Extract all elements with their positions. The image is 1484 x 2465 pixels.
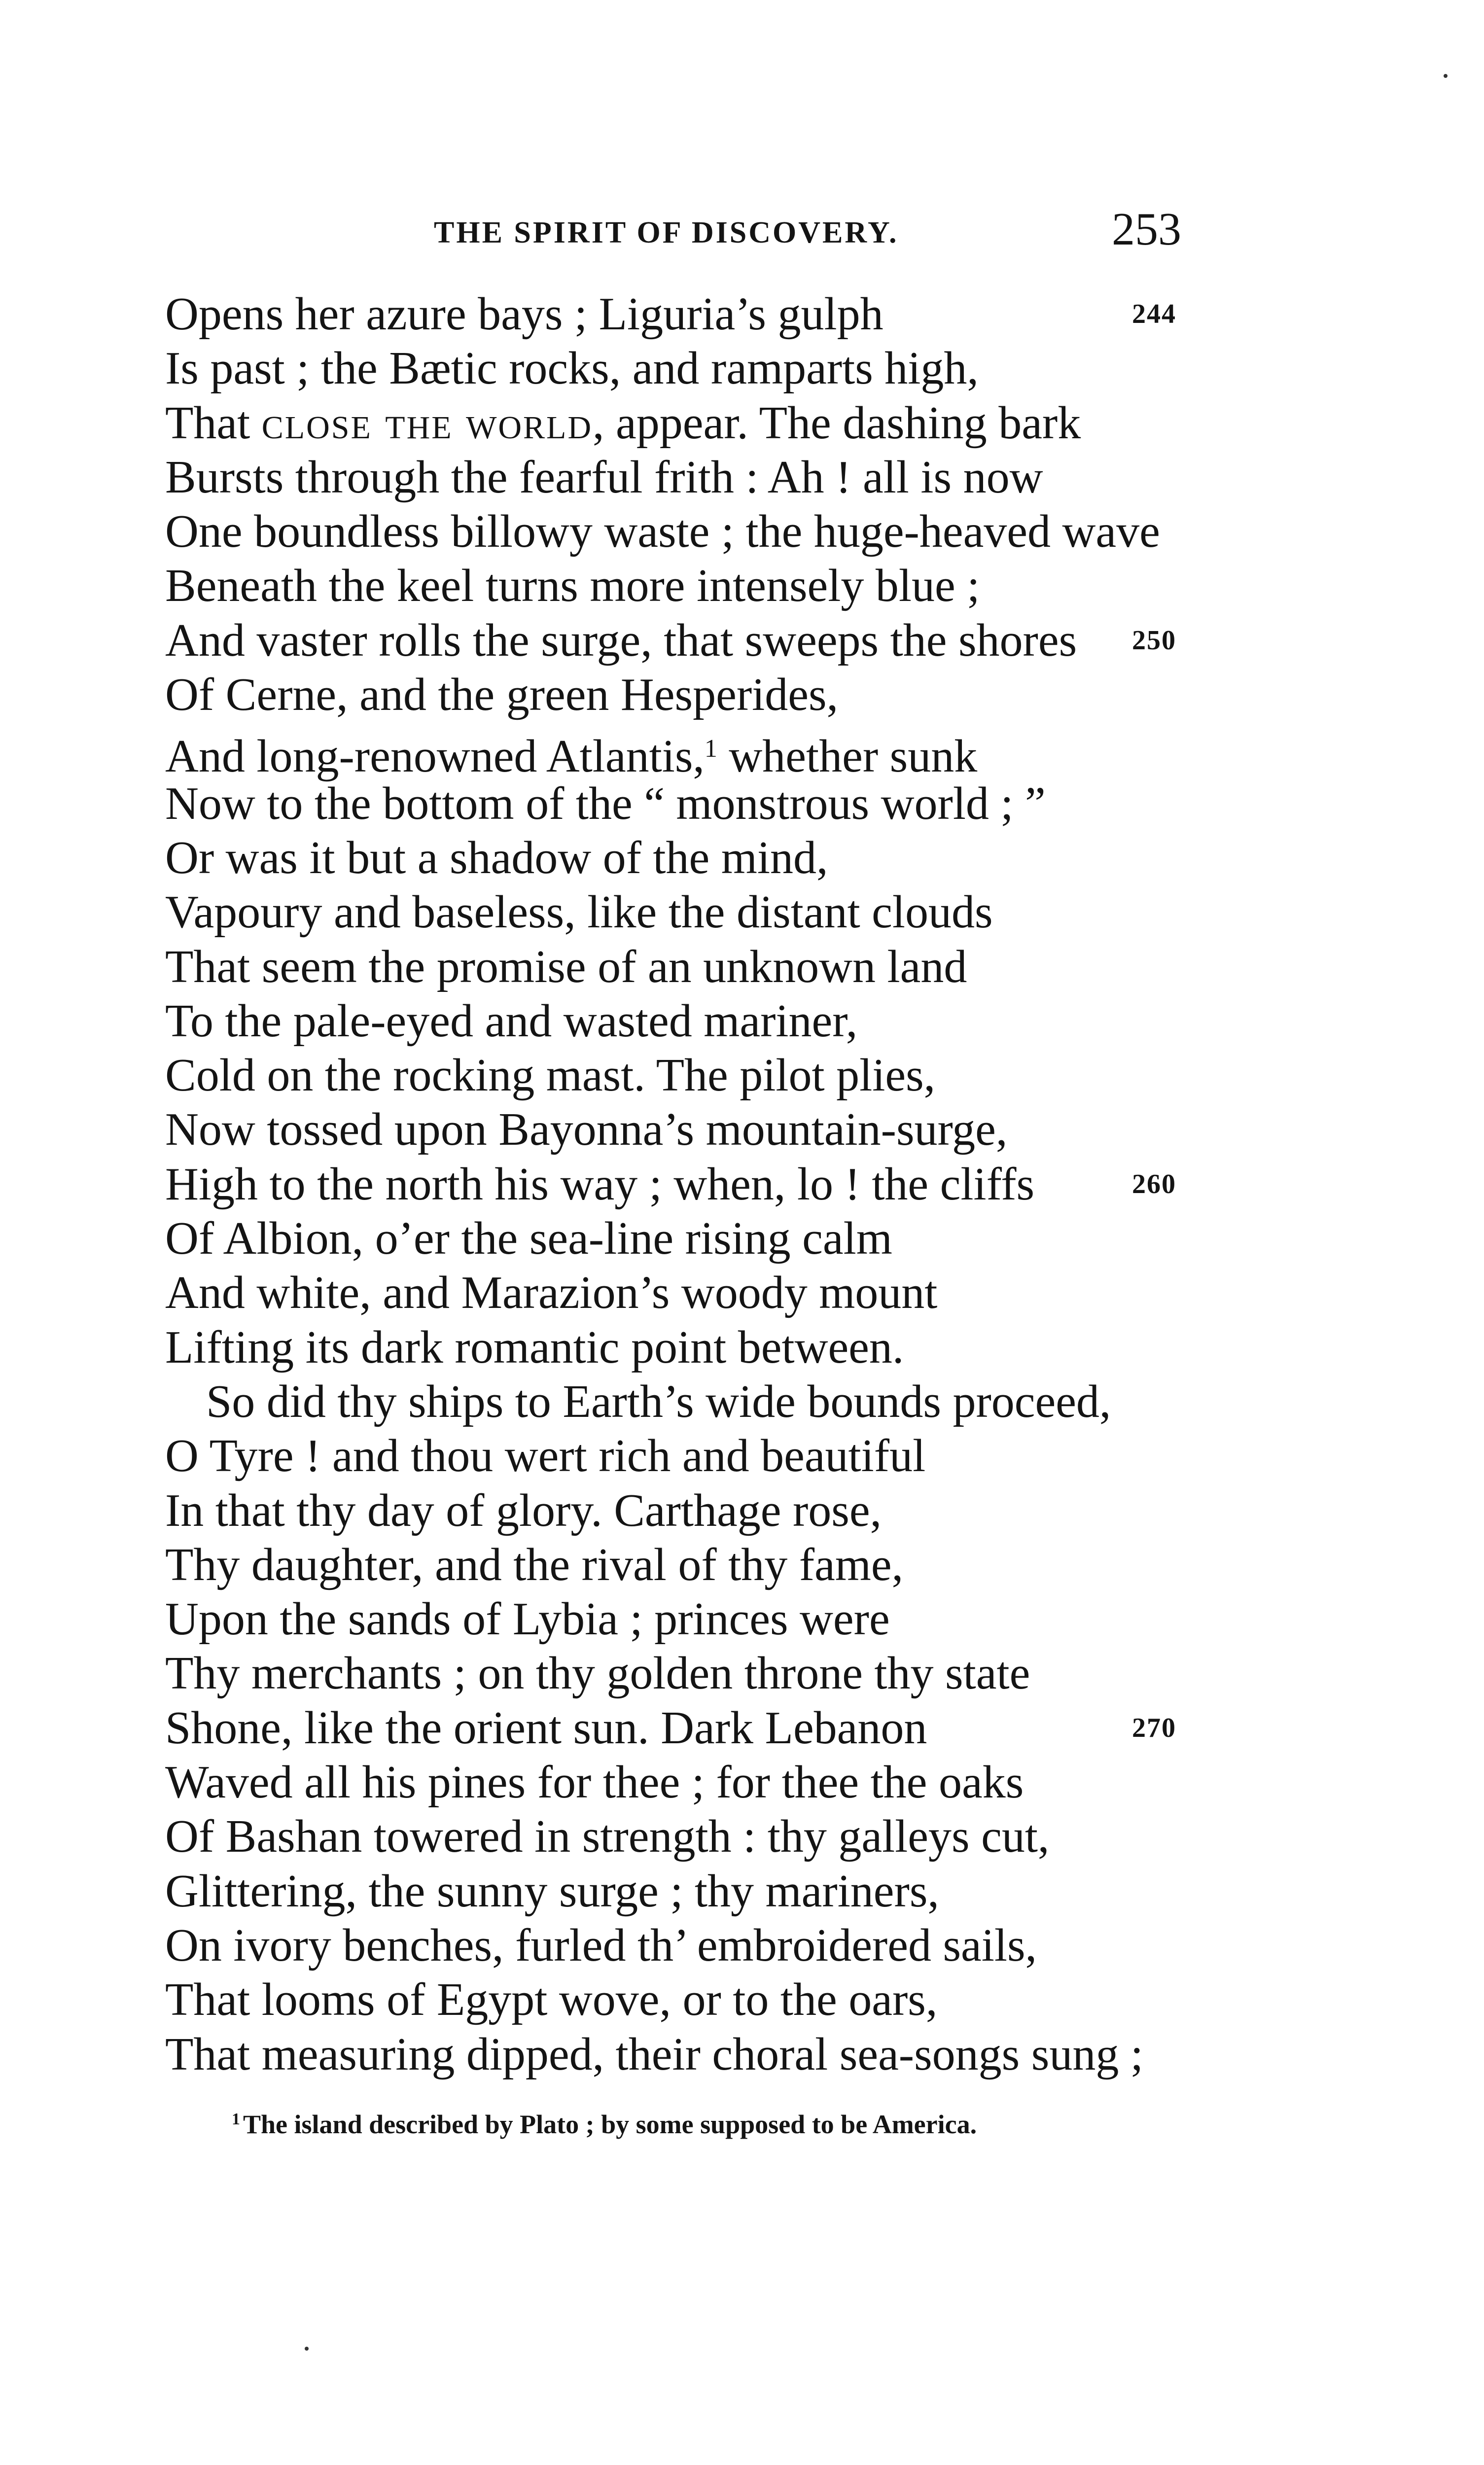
verse-text [165,1701,927,1755]
verse-text [165,885,993,939]
verse-text-segment: Or was it but a shadow of the mind, [165,832,828,883]
verse-text-segment: Of Bashan towered in strength : thy galleys cut, [165,1811,1050,1863]
verse-text-segment: One boundless billowy waste ; the huge-heaved wave [165,506,1160,558]
verse-text-segment: On ivory benches, furled th’ embroidered sails, [165,1919,1037,1971]
verse-line [0,668,1484,722]
verse-line [0,1211,1484,1266]
verse-text [165,722,977,783]
verse-line [0,2027,1484,2081]
verse-line [0,396,1484,450]
verse-text-segment: Thy merchants ; on thy golden throne thy state [165,1648,1030,1699]
verse-line [0,885,1484,939]
verse-text [165,287,883,341]
verse-text-segment: Cold on the rocking mast. The pilot plies, [165,1050,936,1101]
verse-line [0,287,1484,341]
verse-text-segment: , appear. The dashing bark [593,397,1081,449]
verse-text [165,613,1077,668]
verse-text [165,940,967,994]
verse-text [165,2027,1143,2081]
line-number: 260 [1132,1168,1176,1199]
verse-line [0,1320,1484,1374]
verse-text-segment: In that thy day of glory. Carthage rose, [165,1484,882,1536]
verse-text-segment: Now to the bottom of the “ monstrous world ; ” [165,777,1046,829]
verse-text [165,831,828,885]
verse-line [0,450,1484,504]
verse-text-segment: Is past ; the Bætic rocks, and ramparts high, [165,343,979,394]
poem-body [0,287,1484,2081]
running-title: THE SPIRIT OF DISCOVERY. [434,216,899,249]
verse-line [0,1102,1484,1157]
small-caps-phrase: close the world [261,397,593,449]
verse-text [165,504,1160,559]
page-speck [1444,74,1448,78]
verse-text [165,1320,904,1374]
verse-text [165,1102,1007,1157]
verse-text-segment: That [165,397,262,449]
verse-line [0,1538,1484,1592]
verse-text-segment: Now tossed upon Bayonna’s mountain-surge, [165,1104,1008,1156]
verse-text [165,1429,925,1483]
verse-text [165,1864,939,1918]
verse-text-segment: And long-renowned Atlantis, [165,731,705,782]
verse-text [165,1809,1049,1864]
verse-line [0,1918,1484,1972]
verse-text-segment: Vapoury and baseless, like the distant clouds [165,886,993,938]
verse-text [165,668,838,722]
verse-line [0,613,1484,668]
verse-text-segment: Thy daughter, and the rival of thy fame, [165,1539,904,1590]
verse-line [0,1048,1484,1102]
footnote-reference: 1 [704,735,717,763]
footnote-text: The island described by Plato ; by some supposed to be America. [243,2110,977,2139]
verse-text [165,1266,937,1320]
footnote-marker: 1 [232,2110,240,2128]
verse-text-segment: O Tyre ! and thou wert rich and beautiful [165,1430,926,1482]
verse-text-segment: Waved all his pines for thee ; for thee the oaks [165,1757,1024,1808]
verse-text [165,1483,882,1538]
verse-text [165,1918,1037,1972]
verse-text [165,1646,1030,1700]
verse-text [165,1972,937,2027]
verse-text [165,1755,1024,1809]
verse-text [165,450,1043,504]
verse-text-segment: Shone, like the orient sun. Dark Lebanon [165,1702,927,1754]
verse-line [0,776,1484,831]
verse-line [0,1701,1484,1755]
verse-text-segment: Beneath the keel turns more intensely blue ; [165,560,980,612]
verse-text-segment: Bursts through the fearful frith : Ah ! all is now [165,451,1043,503]
verse-text [165,396,1081,450]
verse-text-segment: High to the north his way ; when, lo ! the cliffs [165,1158,1035,1210]
verse-text-segment: That seem the promise of an unknown land [165,941,967,992]
page-number: 253 [1112,204,1181,255]
verse-text-segment: Of Cerne, and the green Hesperides, [165,669,839,721]
verse-text [165,1157,1034,1211]
verse-line [0,1972,1484,2027]
verse-text [165,776,1046,831]
verse-text [165,559,980,613]
verse-text-segment: And vaster rolls the surge, that sweeps the shores [165,614,1077,666]
verse-line [0,559,1484,613]
verse-text [165,1211,892,1266]
verse-line [0,1755,1484,1809]
verse-text [165,1592,890,1646]
running-header [0,205,1484,264]
verse-text-segment: whether sunk [717,731,978,782]
verse-line [0,831,1484,885]
verse-line [0,341,1484,395]
verse-line [0,994,1484,1048]
verse-text-segment: Glittering, the sunny surge ; thy mariners, [165,1865,939,1917]
verse-line [0,504,1484,559]
verse-line [0,1646,1484,1700]
verse-text-segment: And white, and Marazion’s woody mount [165,1267,938,1319]
verse-text-segment: To the pale-eyed and wasted mariner, [165,995,858,1047]
verse-text [165,994,857,1048]
verse-line [0,1266,1484,1320]
verse-line [0,1157,1484,1211]
verse-text-segment: That measuring dipped, their choral sea-songs sung ; [165,2028,1143,2080]
line-number: 250 [1132,625,1176,656]
footnote [232,2109,977,2140]
verse-text-segment: That looms of Egypt wove, or to the oars, [165,1974,938,2026]
verse-line [0,1592,1484,1646]
verse-text-segment: Of Albion, o’er the sea-line rising calm [165,1213,892,1265]
line-number: 270 [1132,1712,1176,1743]
verse-text-segment: Lifting its dark romantic point between. [165,1321,904,1373]
verse-line [0,940,1484,994]
verse-text [165,341,979,395]
verse-text [165,1538,903,1592]
verse-text-segment: Opens her azure bays ; Liguria’s gulph [165,288,883,340]
verse-line [0,1429,1484,1483]
verse-line [0,722,1484,782]
verse-text [165,1048,935,1102]
page-speck [305,2347,309,2351]
verse-text-segment: So did thy ships to Earth’s wide bounds proceed, [206,1375,1111,1427]
verse-line [0,1483,1484,1538]
verse-text [206,1374,1111,1429]
line-number: 244 [1132,299,1176,329]
verse-text-segment: Upon the sands of Lybia ; princes were [165,1593,890,1645]
verse-line [0,1809,1484,1864]
verse-line [0,1374,1484,1429]
verse-line [0,1864,1484,1918]
